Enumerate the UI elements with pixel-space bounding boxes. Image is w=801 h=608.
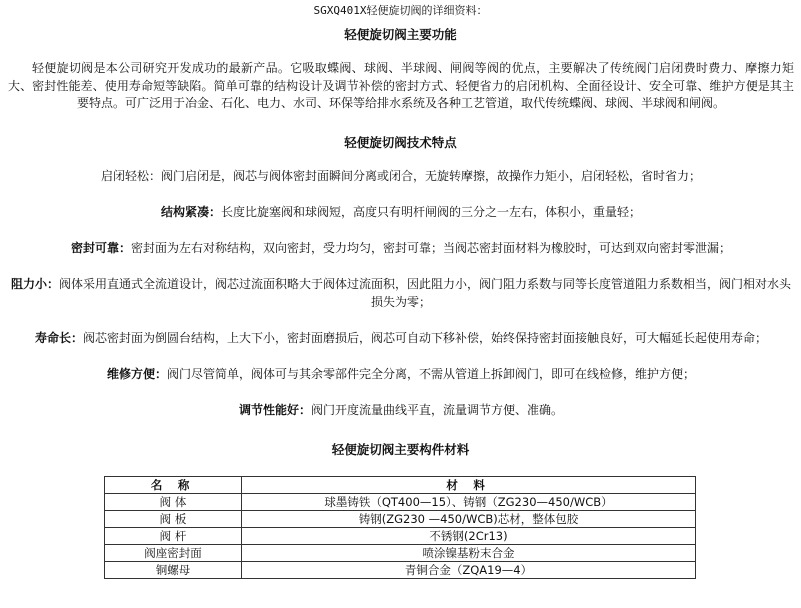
feature-label: 寿命长 — [34, 331, 71, 345]
feature-separator: ： — [208, 205, 221, 219]
feature-text: 密封面为左右对称结构，双向密封，受力均匀，密封可靠；当阀芯密封面材料为橡胶时，可达到双向密封零泄漏； — [131, 241, 732, 255]
section-heading-functions: 轻便旋切阀主要功能 — [344, 27, 457, 42]
feature-separator: ： — [70, 331, 83, 345]
feature-text: 阀芯密封面为倒圆台结构，上大下小，密封面磨损后，阀芯可自动下移补偿，始终保持密封面接触良好，可大幅延长起使用寿命； — [83, 331, 768, 345]
material-cell: 喷涂镍基粉末合金 — [242, 545, 696, 562]
feature-text: 阀门尽管简单，阀体可与其余零部件完全分离，不需从管道上拆卸阀门，即可在线检修，维护方便； — [167, 367, 696, 381]
feature-separator: ： — [118, 241, 131, 255]
part-name-cell: 阀 体 — [105, 494, 242, 511]
table-row — [105, 545, 696, 562]
feature-separator: ： — [46, 277, 59, 291]
intro-paragraph: 轻便旋切阀是本公司研究开发成功的最新产品。它吸取蝶阀、球阀、半球阀、闸阀等阀的优点，主要解决了传统阀门启闭费时费力、摩擦力矩大、密封性能差、使用寿命短等缺陷。简单可靠的结构设计及调节补偿的密封方式、轻便省力的启闭机构、全面径设计、安全可靠、维护方便是其主要特点。可广泛用于冶金、石化、电力、水司、环保等给排水系统及各种工艺管道，取代传统蝶阀、球阀、半球阀和闸阀。 — [8, 61, 794, 110]
table-header-row — [105, 477, 696, 494]
feature-separator: ： — [154, 367, 167, 381]
material-cell: 铸钢(ZG230 —450/WCB)芯材，整体包胶 — [242, 511, 696, 528]
feature-text: 阀门开度流量曲线平直，流量调节方便、准确。 — [311, 403, 564, 417]
feature-item — [8, 168, 794, 186]
feature-text: 阀体采用直通式全流道设计，阀芯过流面积略大于阀体过流面积，因此阻力小，阀门阻力系数与同等长度管道阻力系数相当，阀门相对水头损失为零； — [59, 277, 792, 309]
feature-separator: ： — [298, 403, 311, 417]
table-row — [105, 494, 696, 511]
material-cell: 不锈钢(2Cr13) — [242, 528, 696, 545]
feature-label: 启闭轻松 — [100, 169, 149, 183]
column-header-material: 材 料 — [242, 477, 696, 494]
part-name-cell: 阀 杆 — [105, 528, 242, 545]
materials-table — [104, 476, 696, 579]
table-row — [105, 562, 696, 579]
feature-label: 调节性能好 — [238, 403, 299, 417]
feature-item — [8, 366, 794, 384]
feature-item — [8, 240, 794, 258]
document-title: SGXQ401X轻便旋切阀的详细资料： — [313, 4, 488, 17]
column-header-name: 名 称 — [105, 477, 242, 494]
feature-text: 阀门启闭是，阀芯与阀体密封面瞬间分离或闭合，无旋转摩擦，故操作力矩小，启闭轻松，省时省力； — [161, 169, 702, 183]
feature-text: 长度比旋塞阀和球阀短，高度只有明杆闸阀的三分之一左右，体积小，重量轻； — [221, 205, 642, 219]
part-name-cell: 阀座密封面 — [105, 545, 242, 562]
feature-item — [8, 330, 794, 348]
material-cell: 球墨铸铁（QT400—15）、铸钢（ZG230—450/WCB） — [242, 494, 696, 511]
table-row — [105, 528, 696, 545]
feature-label: 结构紧凑 — [160, 205, 209, 219]
part-name-cell: 阀 板 — [105, 511, 242, 528]
table-row — [105, 511, 696, 528]
part-name-cell: 铜螺母 — [105, 562, 242, 579]
feature-item — [8, 204, 794, 222]
section-heading-features: 轻便旋切阀技术特点 — [344, 135, 457, 150]
section-heading-materials: 轻便旋切阀主要构件材料 — [331, 442, 470, 457]
feature-label: 维修方便 — [106, 367, 155, 381]
feature-item — [8, 402, 794, 420]
feature-label: 阻力小 — [10, 277, 47, 291]
feature-item — [8, 276, 794, 311]
feature-separator: ： — [148, 169, 161, 183]
material-cell: 青铜合金（ZQA19—4） — [242, 562, 696, 579]
feature-label: 密封可靠 — [70, 241, 119, 255]
